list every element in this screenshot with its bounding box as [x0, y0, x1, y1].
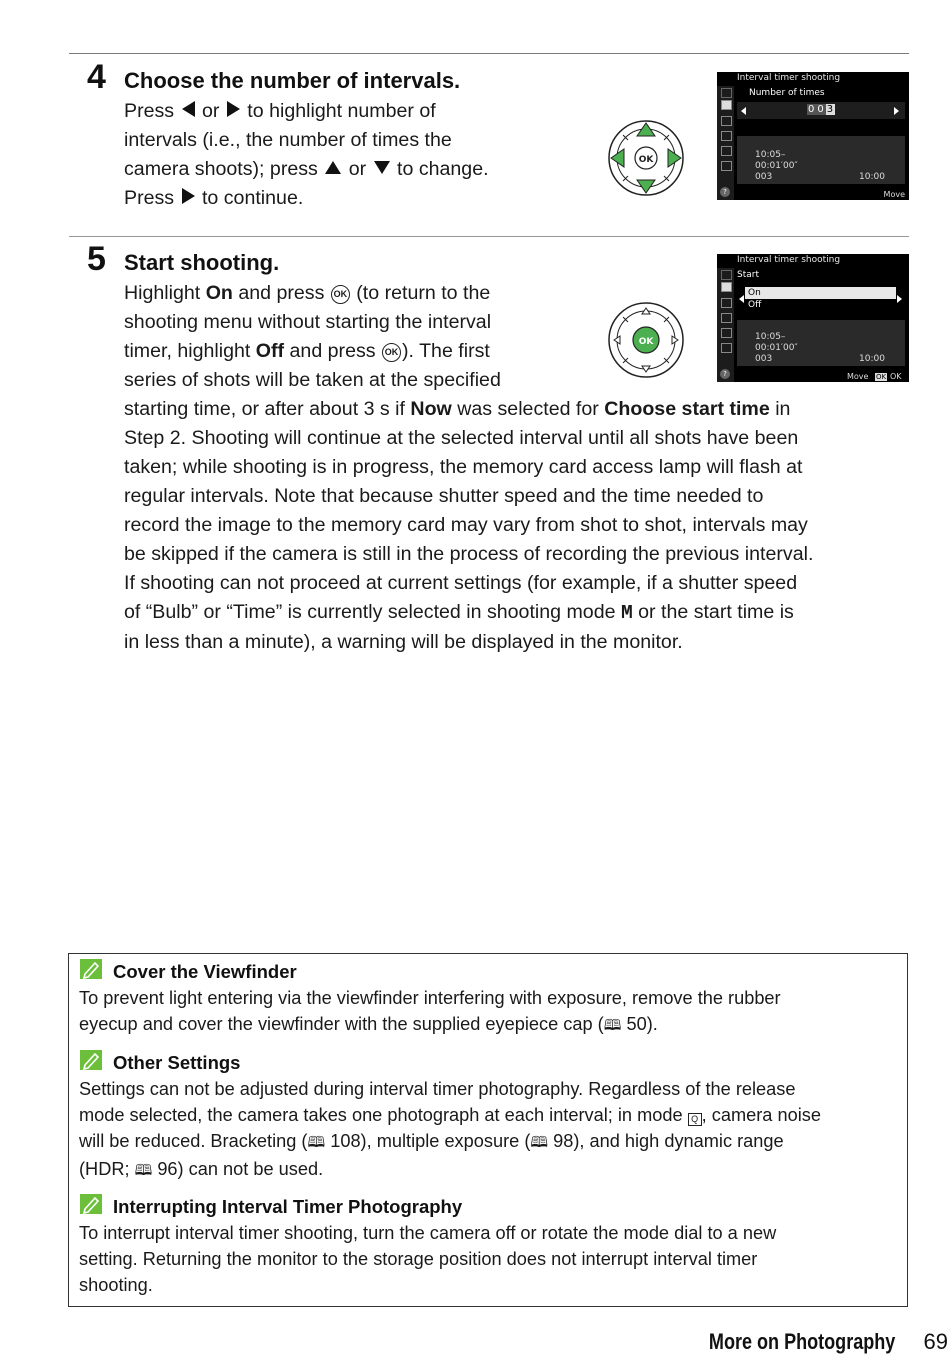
step-5-line-1: Highlight On and press OK (to return to the	[124, 282, 491, 304]
step-5-line-10: be skipped if the camera is still in the process of recording the previous interval.	[124, 543, 814, 565]
playback-menu-icon	[721, 270, 732, 280]
book-reference-icon: 🕮	[530, 1134, 549, 1151]
svg-text:OK: OK	[638, 337, 654, 347]
left-arrow-icon	[739, 295, 744, 303]
step-5-line-11: If shooting can not proceed at current settings (for example, if a shutter speed	[124, 572, 798, 594]
shooting-menu-icon	[721, 282, 732, 292]
step-5-line-7: taken; while shooting is in progress, the memory card access lamp will flash at	[124, 456, 803, 478]
note-1-line-1: To prevent light entering via the viewfinder interfering with exposure, remove the rubber	[79, 988, 781, 1008]
step-4-title: Choose the number of intervals.	[124, 68, 461, 93]
ok-button-icon: OK	[382, 343, 401, 362]
note-3-line-3: shooting.	[79, 1275, 153, 1295]
note-2-line-4: (HDR; 🕮 96) can not be used.	[79, 1156, 909, 1184]
camera-screen-start	[717, 254, 909, 382]
step-4-number: 4	[87, 58, 106, 96]
down-arrow-icon	[374, 161, 390, 174]
start-time-value: 10:05–	[755, 150, 786, 160]
my-menu-icon	[721, 161, 732, 171]
camera-screen-number-of-times	[717, 72, 909, 200]
note-pencil-icon	[80, 1050, 102, 1070]
help-icon: ?	[720, 369, 730, 379]
clock-value: 10:00	[859, 354, 885, 364]
shooting-menu-icon	[721, 100, 732, 110]
notes-box	[68, 953, 908, 1307]
note-3-line-2: setting. Returning the monitor to the storage position does not interrupt interval timer	[79, 1249, 758, 1269]
note-1-title: Cover the Viewfinder	[113, 961, 297, 982]
note-2-line-2: mode selected, the camera takes one photograph at each interval; in mode Q , camera noise	[79, 1105, 821, 1125]
settings-summary-panel	[737, 320, 905, 366]
count-value: 003	[755, 172, 773, 182]
note-2-line-3: will be reduced. Bracketing (🕮 108), multiple exposure (🕮 98), and high dynamic range	[79, 1128, 909, 1156]
note-pencil-icon	[80, 959, 102, 979]
start-time-value: 10:05–	[755, 332, 786, 342]
screen-header: Interval timer shooting	[737, 255, 841, 265]
help-icon: ?	[720, 187, 730, 197]
interval-value: 00:01′00″	[755, 343, 798, 353]
retouch-menu-icon	[721, 146, 732, 156]
screen-header: Interval timer shooting	[737, 73, 841, 83]
book-reference-icon: 🕮	[307, 1134, 326, 1151]
number-of-times-digits	[807, 104, 835, 115]
setup-menu-icon	[721, 313, 732, 323]
page-number: 69	[923, 1329, 948, 1354]
up-arrow-icon	[325, 161, 341, 174]
top-rule	[69, 53, 909, 54]
digit-tens: 0	[817, 104, 825, 115]
step-4-line-3: camera shoots); press or to change.	[124, 158, 489, 180]
left-arrow-icon	[741, 107, 746, 115]
note-3-title: Interrupting Interval Timer Photography	[113, 1196, 463, 1217]
multi-selector-icon	[607, 119, 685, 197]
note-2-body	[79, 1076, 909, 1184]
clock-value: 10:00	[859, 172, 885, 182]
quiet-mode-icon: Q	[688, 1113, 702, 1126]
step-divider	[69, 236, 909, 237]
right-arrow-icon	[897, 295, 902, 303]
step-4-line-4: Press to continue.	[124, 187, 304, 209]
digit-ones: 3	[826, 104, 835, 115]
screen-menu-sidebar	[717, 86, 734, 200]
count-value: 003	[755, 354, 773, 364]
step-5-title: Start shooting.	[124, 250, 280, 275]
screen-menu-sidebar	[717, 268, 734, 382]
number-of-times-field	[737, 102, 905, 119]
move-hint: Move	[847, 372, 869, 381]
left-arrow-icon	[182, 101, 195, 117]
screen-subtitle: Start	[737, 270, 759, 280]
step-5-line-2: shooting menu without starting the interval	[124, 311, 492, 333]
ok-hint: OK	[890, 372, 902, 381]
right-arrow-icon	[894, 107, 899, 115]
step-5-line-13: in less than a minute), a warning will be displayed in the monitor.	[124, 631, 683, 653]
screen-subtitle: Number of times	[749, 88, 825, 98]
footer-section-title: More on Photography	[708, 1329, 895, 1354]
note-1-body	[79, 985, 909, 1039]
step-5-number: 5	[87, 240, 106, 278]
svg-text:OK: OK	[638, 155, 654, 165]
right-arrow-icon	[227, 101, 240, 117]
setup-menu-icon	[721, 131, 732, 141]
interval-value: 00:01′00″	[755, 161, 798, 171]
step-5-line-5: starting time, or after about 3 s if Now was selected for Choose start time in	[124, 398, 791, 420]
step-5-line-8: regular intervals. Note that because shutter speed and the time needed to	[124, 485, 764, 507]
step-4-text	[124, 97, 564, 213]
book-reference-icon: 🕮	[134, 1162, 153, 1179]
mode-m-label: M	[620, 602, 633, 624]
ok-button-icon: OK	[331, 285, 350, 304]
right-arrow-icon	[182, 188, 195, 204]
note-2-line-1: Settings can not be adjusted during interval timer photography. Regardless of the release	[79, 1079, 796, 1099]
multi-selector-ok-icon	[607, 301, 685, 379]
move-hint: Move	[883, 190, 905, 199]
step-5-line-3: timer, highlight Off and press OK ). The first	[124, 340, 490, 362]
note-3-line-1: To interrupt interval timer shooting, turn the camera off or rotate the mode dial to a new	[79, 1223, 777, 1243]
step-5-line-12: of “Bulb” or “Time” is currently selected in shooting mode M or the start time is	[124, 601, 794, 624]
settings-summary-panel	[737, 136, 905, 184]
option-on: On	[745, 287, 896, 299]
step-5-line-4: series of shots will be taken at the specified	[124, 369, 501, 391]
book-reference-icon: 🕮	[603, 1017, 622, 1034]
my-menu-icon	[721, 343, 732, 353]
custom-menu-icon	[721, 116, 732, 126]
note-3-body	[79, 1220, 909, 1298]
step-4-line-2: intervals (i.e., the number of times the	[124, 129, 452, 151]
note-2-title: Other Settings	[113, 1052, 241, 1073]
step-4-line-1: Press or to highlight number of	[124, 100, 436, 122]
ok-key-badge: OK	[876, 373, 887, 381]
note-pencil-icon	[80, 1194, 102, 1214]
digit-hundreds: 0	[808, 104, 816, 115]
note-1-line-2: eyecup and cover the viewfinder with the supplied eyepiece cap (🕮 50).	[79, 1011, 909, 1039]
custom-menu-icon	[721, 298, 732, 308]
retouch-menu-icon	[721, 328, 732, 338]
playback-menu-icon	[721, 88, 732, 98]
option-off: Off	[748, 300, 762, 310]
step-5-line-9: record the image to the memory card may vary from shot to shot, intervals may	[124, 514, 808, 536]
step-5-line-6: Step 2. Shooting will continue at the selected interval until all shots have been	[124, 427, 799, 449]
